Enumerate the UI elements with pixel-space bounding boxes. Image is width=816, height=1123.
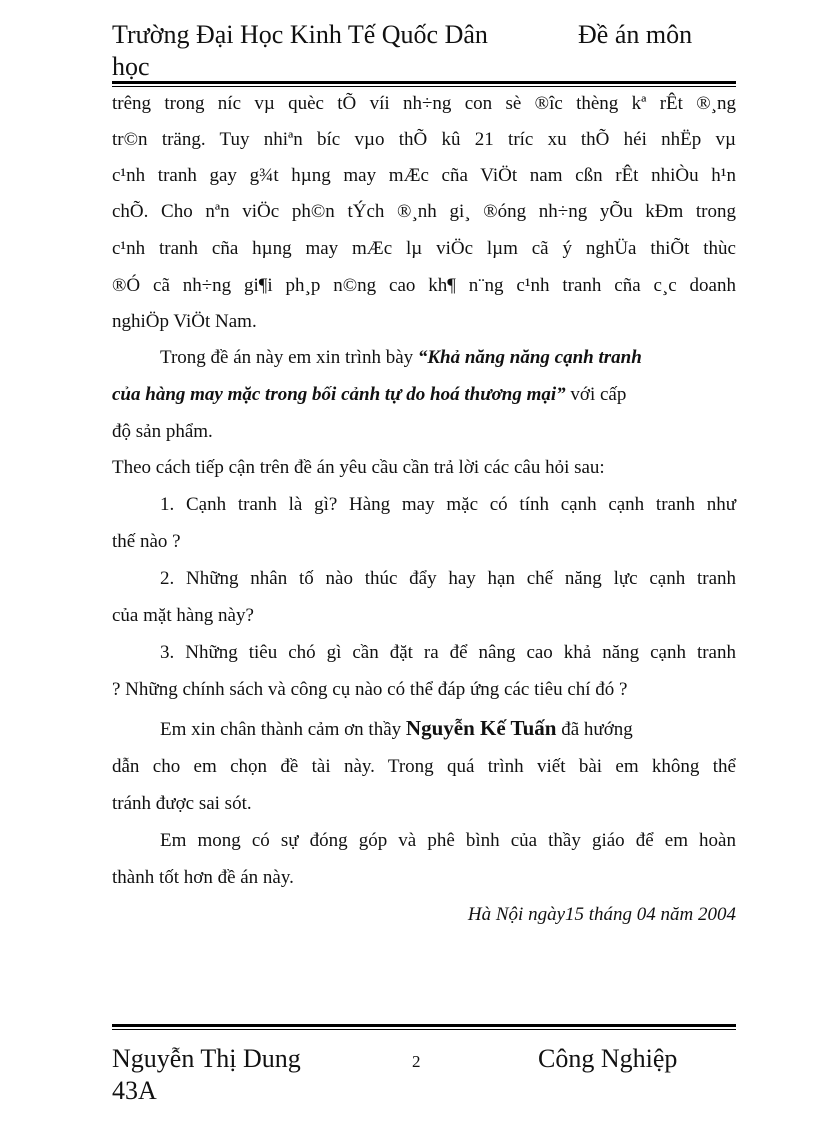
question-3-cont: ? Những chính sách và công cụ nào có thể đáp ứng các tiêu chí đó ? xyxy=(112,679,628,700)
header-school: Trường Đại Học Kinh Tế Quốc Dân xyxy=(112,20,488,49)
topic-title-part2: của hàng may mặc trong bối cảnh tự do hoá thương mại” xyxy=(112,384,566,405)
question-2-cont: của mặt hàng này? xyxy=(112,605,254,626)
topic-title-part1: “Khả năng năng cạnh tranh xyxy=(417,347,642,368)
body-line: ®Ó cã nh÷ng gi¶i ph¸p n©ng cao kh¶ n¨ng c¹nh tranh cña c¸c doanh xyxy=(112,275,736,296)
question-2: 2. Những nhân tố nào thúc đẩy hay hạn chế năng lực cạnh tranh xyxy=(160,568,736,589)
thanks-line xyxy=(160,716,736,742)
body-line: tr©n träng. Tuy nhiªn bíc vµo thÕ kû 21 tríc xu thÕ héi nhËp vµ xyxy=(112,129,736,150)
date-line: Hà Nội ngày15 tháng 04 năm 2004 xyxy=(467,904,736,925)
footer-rule-thick xyxy=(112,1024,736,1027)
topic-level-text: với cấp xyxy=(565,384,627,405)
body-line: độ sản phẩm. xyxy=(112,421,213,442)
body-line: dẫn cho em chọn đề tài này. Trong quá trình viết bài em không thể xyxy=(112,756,736,777)
footer-author-class: 43A xyxy=(112,1076,157,1105)
body-line: trêng trong níc vµ quèc tÕ víi nh÷ng con sè ®îc thèng kª rÊt ®¸ng xyxy=(112,93,736,114)
thanks-text: Em xin chân thành cảm ơn thầy xyxy=(160,719,406,740)
body-line: chÕ. Cho nªn viÖc ph©n tÝch ®¸nh gi¸ ®óng nh÷ng yÕu kÐm trong xyxy=(112,201,736,222)
questions-intro: Theo cách tiếp cận trên đề án yêu cầu cần trả lời các câu hỏi sau: xyxy=(112,457,605,478)
footer-author: Nguyễn Thị Dung xyxy=(112,1044,301,1073)
header-rule-thin xyxy=(112,86,736,87)
hope-line-cont: thành tốt hơn đề án này. xyxy=(112,867,294,888)
advisor-name: Nguyễn Kế Tuấn xyxy=(405,716,557,740)
body-line: tránh được sai sót. xyxy=(112,793,252,814)
paragraph-topic-line xyxy=(112,383,736,407)
footer-rule-thin xyxy=(112,1029,736,1030)
question-3: 3. Những tiêu chó gì cần đặt ra để nâng cao khả năng cạnh tranh xyxy=(160,642,736,663)
hope-line: Em mong có sự đóng góp và phê bình của thầy giáo để em hoàn xyxy=(160,830,736,851)
page-number: 2 xyxy=(412,1052,421,1071)
topic-intro-text: Trong đề án này em xin trình bày xyxy=(160,347,418,368)
question-1-cont: thế nào ? xyxy=(112,531,181,552)
header-school-continued: học xyxy=(112,52,150,81)
body-line: c¹nh tranh cña hµng may mÆc lµ viÖc lµm cã ý nghÜa thiÕt thùc xyxy=(112,238,736,259)
footer-department: Công Nghiệp xyxy=(538,1044,678,1073)
header-rule-thick xyxy=(112,81,736,84)
paragraph-topic-line xyxy=(160,346,736,370)
question-1: 1. Cạnh tranh là gì? Hàng may mặc có tính cạnh cạnh tranh như xyxy=(160,494,736,515)
header-doc-type: Đề án môn xyxy=(578,20,693,49)
body-line: c¹nh tranh gay g¾t hµng may mÆc cña ViÖt nam cßn rÊt nhiÒu h¹n xyxy=(112,165,736,186)
thanks-text-end: đã hướng xyxy=(556,719,633,740)
body-line: nghiÖp ViÖt Nam. xyxy=(112,311,257,332)
